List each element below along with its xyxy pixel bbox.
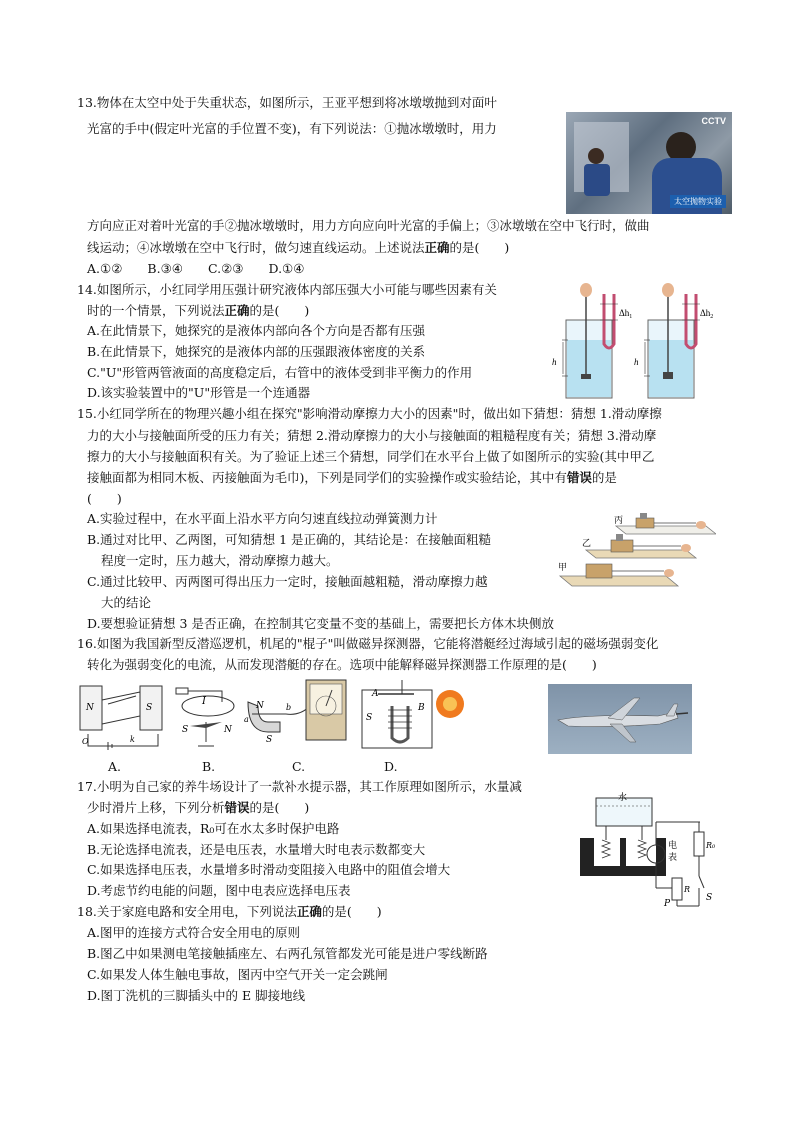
label-h-left: h — [552, 357, 557, 367]
resistor-r0 — [694, 832, 704, 856]
q15-line-2: 力的大小与接触面所受的压力有关；猜想 2.滑动摩擦力的大小与接触面的粗糙程度有关；猜想 3.滑动摩 — [87, 428, 657, 443]
q16-option-c-label: C. — [292, 759, 306, 774]
q16-patrol-aircraft-photo — [548, 684, 692, 754]
fc-label-s: S — [266, 735, 273, 745]
q15-line-1: 15.小红同学所在的物理兴趣小组在探究"影响滑动摩擦力大小的因素"时，做出如下猜想：猜想 1.滑动摩擦 — [77, 406, 662, 421]
q13-line-2: 光富的手中(假定叶光富的手位置不变)，有下列说法：①抛冰墩墩时，用力 — [87, 121, 497, 136]
q17-option-a: A.如果选择电流表，R₀可在水太多时保护电路 — [87, 821, 340, 836]
rheostat-r — [672, 878, 682, 900]
label-dh1: $\Delta h_1$ — [619, 308, 633, 320]
astronaut-head-icon — [588, 148, 604, 164]
hand-icon — [696, 521, 706, 529]
fd-label-s: S — [366, 713, 373, 723]
fd-label-a: A — [372, 689, 379, 699]
label-h-right: h — [634, 357, 639, 367]
label-r0: R₀ — [706, 841, 716, 850]
q15-line-5: ( ) — [87, 491, 122, 506]
fa-label-k: k — [130, 735, 135, 744]
tv-logo: CCTV — [701, 116, 726, 126]
q15-option-c-1: C.通过比较甲、丙两图可得出压力一定时，接触面越粗糙，滑动摩擦力越 — [87, 574, 488, 589]
q15-line-3: 擦力的大小与接触面积有关。为了验证上述三个猜想，同学们在水平台上做了如图所示的实验(其中甲乙 — [87, 449, 655, 464]
hand-icon — [662, 283, 674, 297]
liquid-left — [567, 340, 611, 397]
q15-option-c-2: 大的结论 — [101, 595, 152, 610]
q18-option-b: B.图乙中如果测电笔接触插座左、右两孔氖管都发光可能是进户零线断路 — [87, 946, 488, 961]
q16-figure-b-oersted — [172, 682, 240, 752]
q15-option-d: D.要想验证猜想 3 是否正确，在控制其它变量不变的基础上，需要把长方体木块侧放 — [87, 616, 554, 631]
q16-option-b-label: B. — [202, 759, 216, 774]
fa-label-o: O — [82, 737, 89, 746]
label-p: P — [664, 899, 671, 909]
base-block — [580, 838, 666, 876]
q16-option-a-label: A. — [108, 759, 122, 774]
fb-label-n: N — [224, 725, 232, 735]
fb-label-s: S — [182, 725, 189, 735]
q16-option-d-label: D. — [384, 759, 398, 774]
q18-option-d: D.图丁洗机的三脚插头中的 E 脚接地线 — [87, 988, 306, 1003]
fc-label-b: b — [286, 703, 292, 712]
q16-line-2: 转化为强弱变化的电流，从而发现潜艇的存在。选项中能解释磁异探测器工作原理的是( ) — [87, 657, 597, 672]
fa-label-s: S — [146, 703, 153, 713]
q18-option-a: A.图甲的连接方式符合安全用电的原则 — [87, 925, 301, 940]
q13-line-4: 线运动；④冰墩墩在空中飞行时，做匀速直线运动。上述说法正确的是( ) — [87, 240, 510, 255]
label-jia: 甲 — [558, 563, 568, 573]
q16-figure-d-electromagnet — [358, 676, 468, 752]
photo-caption: 太空抛物实验 — [670, 195, 726, 208]
probe-left — [581, 374, 591, 379]
label-yi: 乙 — [582, 539, 592, 549]
label-water: 水 — [618, 793, 628, 803]
q14-option-b: B.在此情景下，她探究的是液体内部的压强跟液体密度的关系 — [87, 344, 426, 359]
probe-right — [663, 372, 673, 379]
label-meter-1: 电 — [668, 841, 678, 851]
q15-option-b-1: B.通过对比甲、乙两图，可知猜想 1 是正确的，其结论是：在接触面粗糙 — [87, 532, 492, 547]
q14-option-c: C."U"形管两管液面的高度稳定后，右管中的液体受到非平衡力的作用 — [87, 365, 473, 380]
q14-option-a: A.在此情景下，她探究的是液体内部向各个方向是否都有压强 — [87, 323, 426, 338]
fc-label-n: N — [256, 701, 264, 711]
fb-label-i: I — [202, 696, 206, 707]
hand-icon — [681, 544, 691, 552]
q17-option-d: D.考虑节约电能的问题，图中电表应选择电压表 — [87, 883, 351, 898]
hand-icon — [664, 569, 674, 577]
q15-friction-figure — [556, 512, 716, 600]
q15-option-a: A.实验过程中，在水平面上沿水平方向匀速直线拉动弹簧测力计 — [87, 511, 438, 526]
q14-line-1: 14.如图所示，小红同学用压强计研究液体内部压强大小可能与哪些因素有关 — [77, 282, 497, 297]
q13-line-1: 13.物体在太空中处于失重状态，如图所示，王亚平想到将冰墩墩抛到对面叶 — [77, 95, 497, 110]
q13-line-3: 方向应正对着叶光富的手②抛冰墩墩时，用力方向应向叶光富的手偏上；③冰墩墩在空中飞行时，做曲 — [87, 218, 650, 233]
q16-figure-c-induction — [240, 676, 352, 752]
astronaut-body-icon — [584, 164, 610, 196]
block-jia — [586, 564, 612, 578]
liquid-right — [649, 340, 693, 397]
q16-figure-a-motor — [78, 676, 172, 752]
q17-option-c: C.如果选择电压表，水量增多时滑动变阻接入电路中的阻值会增大 — [87, 862, 451, 877]
q18-option-c: C.如果发人体生触电事故，图丙中空气开关一定会跳闸 — [87, 967, 388, 982]
label-meter-2: 表 — [668, 853, 678, 863]
q15-option-b-2: 程度一定时，压力越大，滑动摩擦力越大。 — [101, 553, 339, 568]
aircraft-icon — [548, 684, 692, 754]
q13-space-station-photo — [566, 112, 732, 214]
q14-line-2: 时的一个情景，下列说法正确的是( ) — [87, 303, 310, 318]
hand-icon — [580, 283, 592, 297]
weight-yi — [616, 534, 623, 541]
label-s: S — [706, 893, 713, 903]
fa-label-n: N — [86, 703, 94, 713]
q17-line-2: 少时滑片上移，下列分析错误的是( ) — [87, 800, 310, 815]
q17-water-circuit-figure — [576, 788, 726, 910]
q16-line-1: 16.如图为我国新型反潜巡逻机，机尾的"棍子"叫做磁异探测器，它能将潜艇经过海域引起的磁场强弱变化 — [77, 636, 659, 651]
weight-bing — [640, 513, 647, 519]
block-yi — [611, 540, 633, 552]
q17-option-b: B.无论选择电流表，还是电压表，水量增大时电表示数都变大 — [87, 842, 426, 857]
q15-line-4: 接触面都为相同木板、丙接触面为毛巾)，下列是同学们的实验操作或实验结论，其中有错误的是 — [87, 470, 617, 485]
q18-line-1: 18.关于家庭电路和安全用电，下列说法正确的是( ) — [77, 904, 382, 919]
label-dh2: $\Delta h_2$ — [700, 308, 714, 320]
q14-option-d: D.该实验装置中的"U"形管是一个连通器 — [87, 385, 311, 400]
fc-label-a: a — [244, 715, 249, 724]
fd-label-b: B — [418, 703, 425, 713]
block-bing — [636, 518, 654, 528]
q14-pressure-gauge-figure — [548, 280, 718, 405]
label-r: R — [684, 885, 691, 894]
label-bing: 丙 — [614, 516, 624, 526]
q13-options: A.①② B.③④ C.②③ D.①④ — [87, 261, 305, 276]
q17-line-1: 17.小明为自己家的养牛场设计了一款补水提示器，其工作原理如图所示，水量减 — [77, 779, 522, 794]
